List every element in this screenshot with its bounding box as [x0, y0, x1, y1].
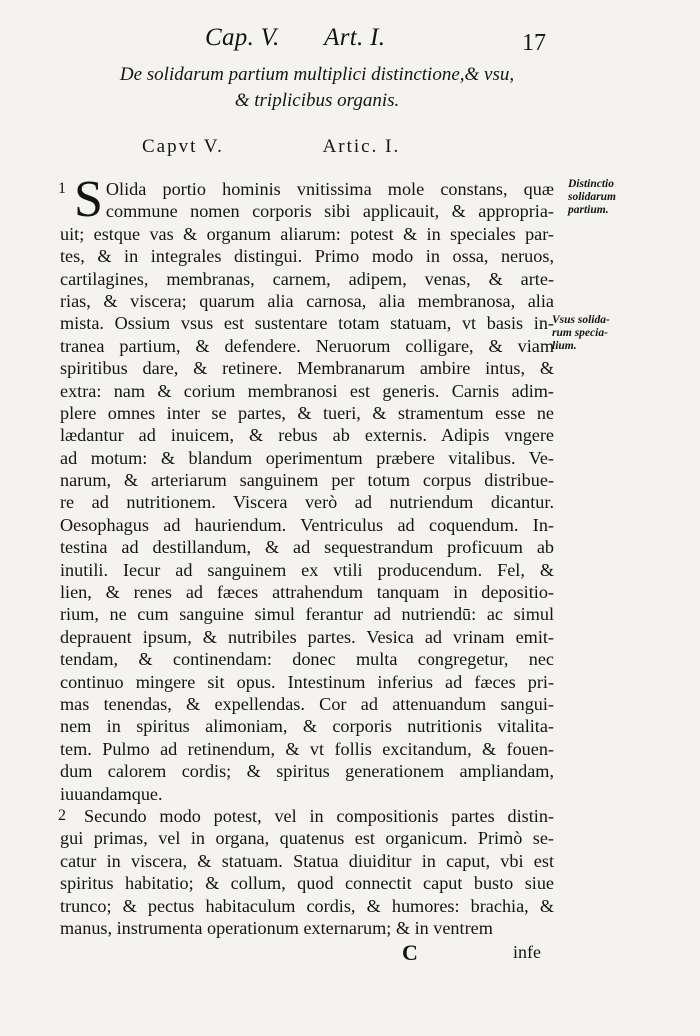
- paragraph-2: [60, 805, 554, 939]
- paragraph-1: [58, 171, 554, 805]
- text-line: inutili. Iecur ad sanguinem ex vtili producendum. Fel, &: [60, 559, 554, 580]
- text-line: tes, & in integrales distingui. Primo modo in ossa, neruos,: [60, 246, 554, 267]
- text-line: tendam, & continendam: donec multa congregetur, nec: [60, 649, 554, 670]
- text-line: Oesophagus ad hauriendum. Ventriculus ad coquendum. In-: [60, 514, 554, 535]
- body-text: [58, 171, 554, 939]
- text-line: Olida portio hominis vnitissima mole constans, quæ: [105, 179, 554, 199]
- chapter-subtitle: [82, 62, 552, 114]
- text-line: trunco; & pectus habitaculum cordis, & humores: brachia, &: [60, 895, 554, 916]
- text-line: catur in viscera, & statuam. Statua diuiditur in caput, vbi est: [60, 850, 554, 871]
- text-line: nem in spiritus alimoniam, & corporis nutritionis vitalita-: [60, 716, 554, 737]
- heading-artic: Artic. I.: [322, 136, 401, 157]
- text-line: re ad nutritionem. Viscera verò ad nutriendum dicantur.: [60, 492, 554, 513]
- text-line: tranea partium, & defendere. Neruorum colligare, & viam: [60, 335, 554, 356]
- chapter-heading: [142, 136, 400, 158]
- catchword: infe: [513, 942, 541, 962]
- text-line: commune nomen corporis sibi applicauit, & appropria-: [105, 201, 554, 222]
- text-line: cartilagines, membranas, carnem, adipem, venas, & arte-: [60, 268, 554, 289]
- text-line: uit; estque vas & organum aliarum: potest & in speciales par-: [60, 223, 554, 244]
- text-line: rium, ne cum sanguine simul ferantur ad nutriendū: ac simul: [60, 604, 554, 625]
- text-line: rias, & viscera; quarum alia carnosa, alia membranosa, alia: [60, 290, 554, 311]
- text-line: testina ad destillandum, & ad sequestrandum proficuum ab: [60, 537, 554, 558]
- paragraph-2-lines: [60, 805, 554, 939]
- text-line: plere omnes inter se partes, & tueri, & stramentum esse ne: [60, 402, 554, 423]
- text-line: mista. Ossium vsus est sustentare totam statuam, vt basis in-: [60, 313, 554, 334]
- subtitle-line-1: De solidarum partium multiplici distinctione,& vsu,: [119, 64, 515, 85]
- running-head-article: Art. I.: [324, 24, 386, 51]
- text-line: Secundo modo potest, vel in compositionis partes distin-: [84, 805, 554, 826]
- text-line: iuuandamque.: [60, 783, 163, 804]
- text-line: tem. Pulmo ad retinendum, & vt follis excitandum, & fouen-: [60, 738, 554, 759]
- text-line: narum, & arteriarum sanguinem per totum corpus distribue-: [60, 470, 554, 491]
- text-line: lædantur ad inuicem, & rebus ab externis. Adipis vngere: [60, 425, 554, 446]
- running-head: [205, 24, 385, 52]
- drop-cap: S: [74, 171, 103, 228]
- page-number: 17: [522, 30, 546, 56]
- text-line: dum calorem cordis; & spiritus generationem ampliandam,: [60, 761, 554, 782]
- text-line: spiritus habitatio; & collum, quod connectit caput busto siue: [60, 873, 554, 894]
- text-line: ad motum: & blandum operimentum præbere vitalibus. Ve-: [60, 447, 554, 468]
- paragraph-number: 2: [58, 806, 66, 824]
- text-line: extra: nam & corium membranosi est generis. Carnis adim-: [60, 380, 554, 401]
- paragraph-1-lines: [60, 171, 554, 805]
- text-line: deprauent ipsum, & nutribiles partes. Vesica ad vrinam emit-: [60, 626, 554, 647]
- paragraph-number: 1: [58, 180, 66, 197]
- running-head-chapter: Cap. V.: [205, 24, 280, 51]
- text-line: gui primas, vel in organa, quatenus est organicum. Primò se-: [60, 828, 554, 849]
- heading-caput: Capvt V.: [142, 136, 224, 157]
- text-line: continuo mingere sit opus. Intestinum inferius ad fæces pri-: [60, 671, 554, 692]
- text-line: lien, & renes ad fæces attrahendum tanquam in depositio-: [60, 582, 554, 603]
- margin-note-distinctio: Distinctio solidarum partium.: [568, 178, 616, 216]
- margin-note-vsus: Vsus solida- rum specia- lium.: [552, 314, 610, 352]
- text-line: manus, instrumenta operationum externarum; & in ventrem: [60, 917, 493, 938]
- signature-mark: C: [402, 940, 418, 965]
- text-line: mas tenendas, & expellendas. Cor ad attenuandum sangui-: [60, 693, 554, 714]
- subtitle-line-2: & triplicibus organis.: [234, 90, 400, 111]
- text-line: spiritibus dare, & retinere. Membranarum ambire intus, &: [60, 358, 554, 379]
